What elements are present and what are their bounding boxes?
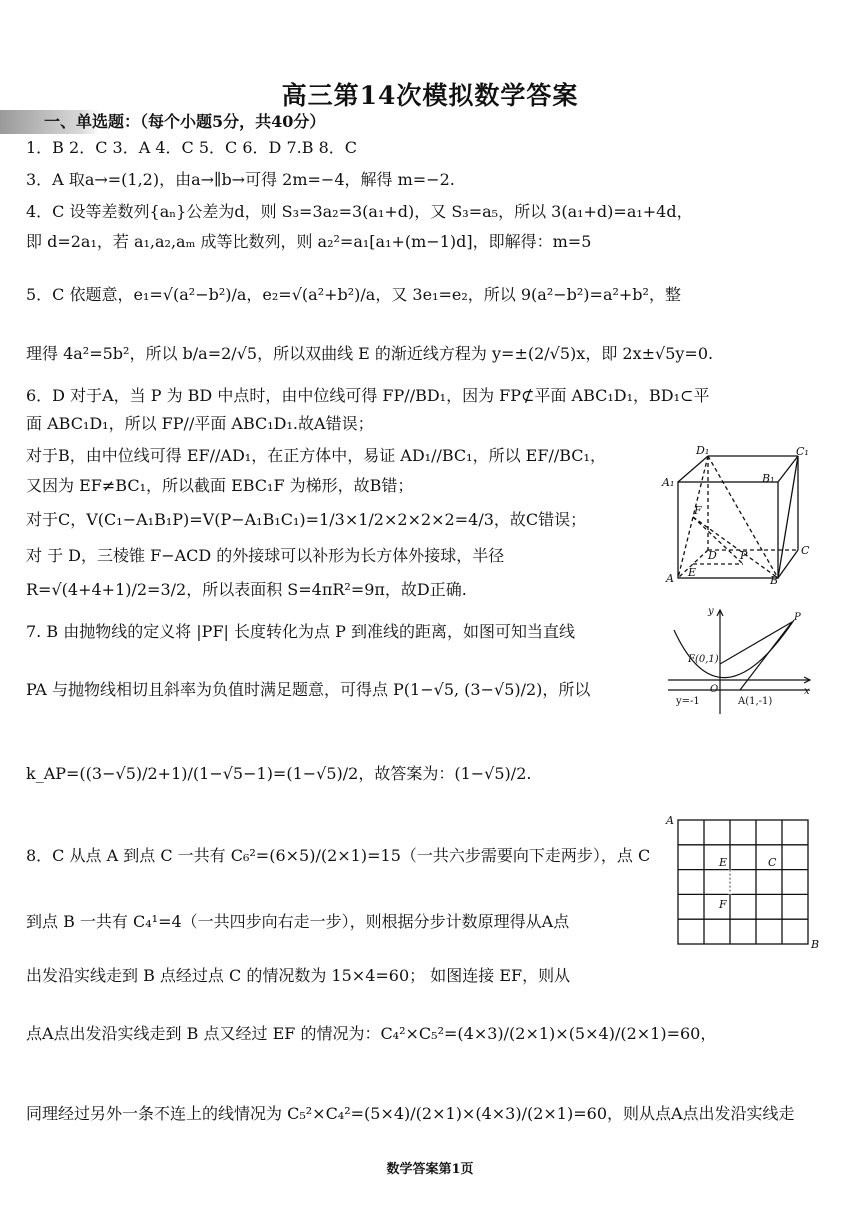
cube-label: P: [740, 549, 748, 562]
grid-label: A: [666, 814, 674, 827]
grid-label: F: [719, 898, 727, 911]
grid-label: E: [719, 856, 728, 869]
solution-line: k_AP=((3−√5)/2+1)/(1−√5−1)=(1−√5)/2，故答案为：(1−√5)/2.: [26, 764, 532, 783]
page-title: 高三第14次模拟数学答案: [281, 81, 579, 110]
cube-label: D₁: [696, 446, 710, 457]
parabola-label: y: [708, 606, 714, 617]
cube-diagram: [658, 446, 818, 586]
parabola-label: x: [804, 686, 810, 697]
cube-label: C: [801, 544, 810, 557]
solution-line: 出发沿实线走到 B 点经过点 C 的情况数为 15×4=60； 如图连接 EF，则从: [26, 966, 571, 985]
solution-line: 对于B，由中位线可得 EF//AD₁，在正方体中，易证 AD₁//BC₁，所以 EF//BC₁，: [26, 446, 606, 465]
cube-label: B₁: [762, 472, 775, 485]
cube-label: C₁: [796, 446, 809, 458]
parabola-label: F(0,1): [688, 654, 719, 665]
solution-line: PA 与抛物线相切且斜率为负值时满足题意，可得点 P(1−√5, (3−√5)/2)，所以: [26, 680, 591, 699]
solution-line: 点A点出发沿实线走到 B 点又经过 EF 的情况为：C₄²×C₅²=(4×3)/(2×1)×(5×4)/(2×1)=60，: [26, 1024, 717, 1043]
solution-line: 6．D 对于A，当 P 为 BD 中点时，由中位线可得 FP//BD₁，因为 FP⊄平面 ABC₁D₁，BD₁⊂平: [26, 386, 710, 405]
cube-label: D: [708, 549, 717, 562]
solution-line: 7. B 由抛物线的定义将 |PF| 长度转化为点 P 到准线的距离，如图可知当直线: [26, 622, 575, 641]
solution-line: 即 d=2a₁，若 a₁,a₂,aₘ 成等比数列，则 a₂²=a₁[a₁+(m−1)d]，即解得：m=5: [26, 232, 592, 251]
parabola-diagram: [664, 606, 814, 716]
grid-label: C: [768, 856, 777, 869]
solution-line: 3．A 取a→=(1,2)，由a→∥b→可得 2m=−4，解得 m=−2.: [26, 170, 455, 189]
grid-diagram: [664, 812, 829, 952]
cube-label: F: [694, 504, 702, 517]
parabola-label: P: [794, 612, 801, 623]
solution-line: 5．C 依题意，e₁=√(a²−b²)/a，e₂=√(a²+b²)/a，又 3e₁=e₂，所以 9(a²−b²)=a²+b²，整: [26, 285, 681, 304]
solution-line: 对 于 D，三棱锥 F−ACD 的外接球可以补形为长方体外接球，半径: [26, 546, 505, 565]
solution-line: 同理经过另外一条不连上的线情况为 C₅²×C₄²=(5×4)/(2×1)×(4×3)/(2×1)=60，则从点A点出发沿实线走: [26, 1104, 795, 1123]
answer-key: 1．B 2．C 3．A 4．C 5．C 6．D 7.B 8．C: [26, 138, 357, 157]
grid-label: B: [811, 938, 820, 951]
solution-line: 8．C 从点 A 到点 C 一共有 C₆²=(6×5)/(2×1)=15（一共六步需要向下走两步），点 C: [26, 846, 651, 865]
solution-line: R=√(4+4+1)/2=3/2，所以表面积 S=4πR²=9π，故D正确.: [26, 580, 467, 599]
parabola-label: y=-1: [676, 696, 700, 707]
solution-line: 又因为 EF≠BC₁，所以截面 EBC₁F 为梯形，故B错；: [26, 476, 414, 495]
solution-line: 理得 4a²=5b²，所以 b/a=2/√5，所以双曲线 E 的渐近线方程为 y=±(2/√5)x，即 2x±√5y=0.: [26, 344, 714, 363]
solution-line: 4．C 设等差数列{aₙ}公差为d，则 S₃=3a₂=3(a₁+d)，又 S₃=a₅，所以 3(a₁+d)=a₁+4d，: [26, 202, 693, 221]
cube-label: B: [770, 574, 779, 586]
solution-line: 对于C，V(C₁−A₁B₁P)=V(P−A₁B₁C₁)=1/3×1/2×2×2×2=4/3，故C错误；: [26, 510, 587, 529]
solution-line: 面 ABC₁D₁，所以 FP//平面 ABC₁D₁.故A错误；: [26, 414, 374, 433]
solution-line: 到点 B 一共有 C₄¹=4（一共四步向右走一步），则根据分步计数原理得从A点: [26, 912, 570, 931]
cube-label: A₁: [662, 476, 675, 489]
parabola-label: O: [710, 684, 719, 695]
section-heading: 一、单选题：（每个小题5分，共40分）: [44, 112, 326, 131]
cube-label: A: [666, 572, 674, 585]
page-footer: 数学答案第1页: [386, 1162, 474, 1177]
cube-label: E: [688, 566, 697, 579]
parabola-label: A(1,-1): [738, 696, 773, 707]
